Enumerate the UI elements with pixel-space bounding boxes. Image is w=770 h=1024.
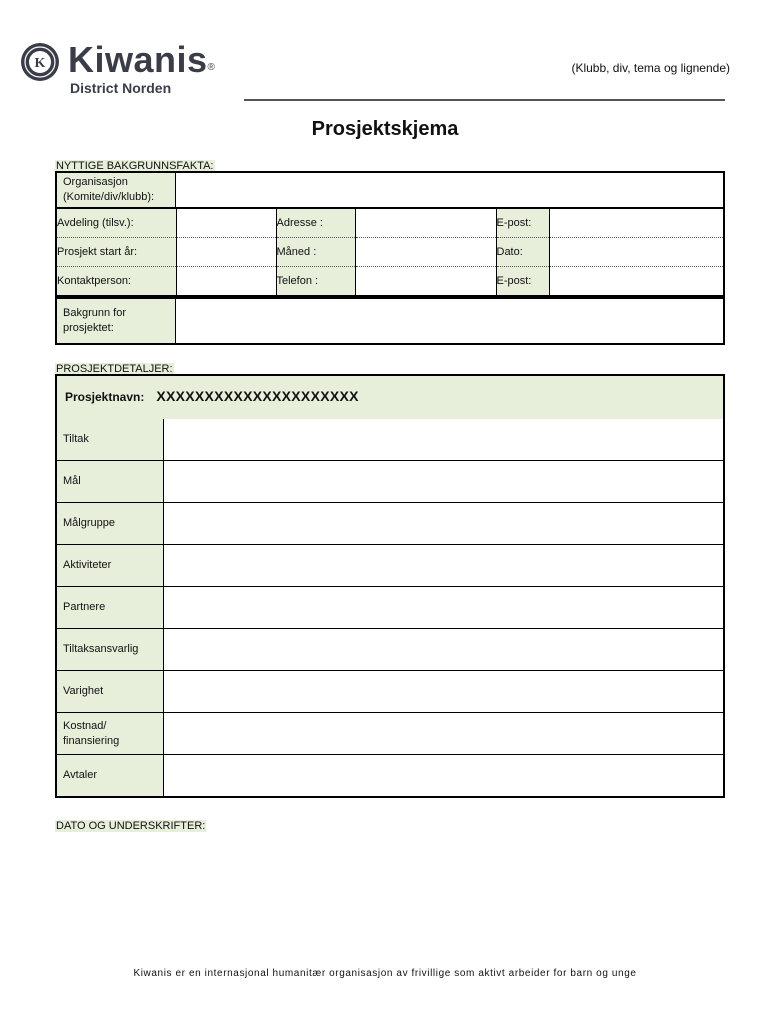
district-name: District Norden — [70, 80, 172, 96]
detail-label: Kostnad/ finansiering — [56, 713, 163, 755]
detail-field[interactable] — [163, 503, 724, 545]
avdeling-field[interactable] — [176, 209, 276, 238]
row-label: Kontaktperson: — [57, 267, 176, 297]
row-label: Telefon : — [276, 267, 355, 297]
background-table — [55, 171, 725, 345]
detail-row — [56, 587, 724, 629]
project-name-row[interactable] — [56, 375, 724, 419]
bakgrunn-field[interactable] — [175, 298, 724, 344]
start-year-field[interactable] — [176, 238, 276, 267]
detail-label: Varighet — [56, 671, 163, 713]
brand-name: Kiwanis® — [68, 39, 216, 80]
row-label: Dato: — [496, 238, 549, 267]
bakgrunn-label: Bakgrunn for prosjektet: — [56, 298, 175, 344]
row-label: Adresse : — [276, 209, 355, 238]
phone-field[interactable] — [355, 267, 496, 297]
detail-label: Målgruppe — [56, 503, 163, 545]
section-label-background: NYTTIGE BAKGRUNNSFAKTA: — [56, 160, 214, 172]
org-label: Organisasjon (Komite/div/klubb): — [56, 172, 175, 208]
detail-row — [56, 671, 724, 713]
detail-field[interactable] — [163, 419, 724, 461]
detail-row — [56, 461, 724, 503]
detail-label: Tiltaksansvarlig — [56, 629, 163, 671]
svg-text:K: K — [34, 56, 46, 71]
row-label: E-post: — [496, 209, 549, 238]
project-name-value: XXXXXXXXXXXXXXXXXXXXX — [156, 388, 359, 404]
form-row — [57, 209, 723, 238]
form-row — [57, 238, 723, 267]
detail-field[interactable] — [163, 713, 724, 755]
detail-label: Mål — [56, 461, 163, 503]
date-field[interactable] — [549, 238, 723, 267]
detail-field[interactable] — [163, 587, 724, 629]
section-label-signatures: DATO OG UNDERSKRIFTER: — [56, 820, 206, 832]
org-field[interactable] — [175, 172, 724, 208]
detail-field[interactable] — [163, 755, 724, 798]
detail-field[interactable] — [163, 629, 724, 671]
detail-label: Tiltak — [56, 419, 163, 461]
registered-mark: ® — [207, 62, 216, 73]
detail-label: Partnere — [56, 587, 163, 629]
contact-grid — [57, 209, 723, 297]
detail-row — [56, 419, 724, 461]
section-label-details: PROSJEKTDETALJER: — [56, 363, 173, 375]
details-table — [55, 374, 725, 798]
page-title: Prosjektskjema — [311, 118, 459, 140]
detail-row — [56, 629, 724, 671]
detail-field[interactable] — [163, 671, 724, 713]
contact-person-field[interactable] — [176, 267, 276, 297]
form-row — [57, 267, 723, 297]
row-label: Måned : — [276, 238, 355, 267]
epost-field-2[interactable] — [549, 267, 723, 297]
header-divider — [244, 99, 725, 101]
detail-row — [56, 503, 724, 545]
row-label: Avdeling (tilsv.): — [57, 209, 176, 238]
row-label: Prosjekt start år: — [57, 238, 176, 267]
kiwanis-seal-icon — [20, 42, 60, 82]
header-note: (Klubb, div, tema og lignende) — [571, 61, 730, 75]
detail-row — [56, 545, 724, 587]
detail-row — [56, 713, 724, 755]
epost-field[interactable] — [549, 209, 723, 238]
row-label: E-post: — [496, 267, 549, 297]
month-field[interactable] — [355, 238, 496, 267]
footer-tagline: Kiwanis er en internasjonal humanitær organisasjon av frivillige som aktivt arbeider for barn og unge — [133, 968, 637, 979]
detail-label: Avtaler — [56, 755, 163, 798]
detail-field[interactable] — [163, 545, 724, 587]
detail-field[interactable] — [163, 461, 724, 503]
detail-row — [56, 755, 724, 798]
detail-label: Aktiviteter — [56, 545, 163, 587]
adresse-field[interactable] — [355, 209, 496, 238]
project-name-label: Prosjektnavn: — [65, 390, 145, 404]
